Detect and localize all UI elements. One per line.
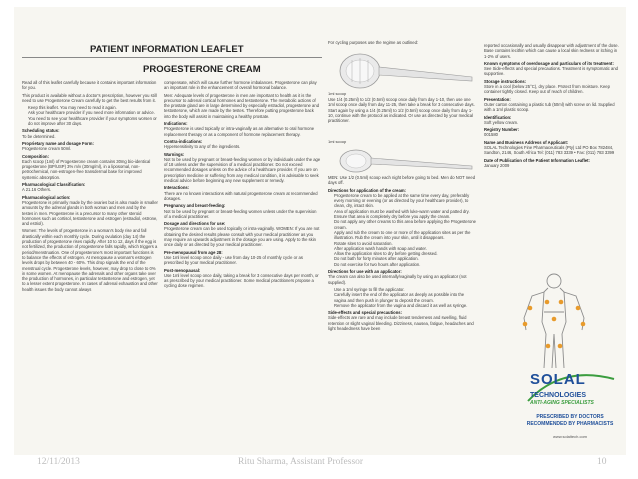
paragraph: Soft yellow cream. [484, 119, 519, 125]
footer-page-number: 10 [597, 457, 607, 467]
bullet-item: • Area of application must be washed with luke-warm water and patted dry. Ensure that area is completely dry before you apply the cream. [334, 209, 476, 220]
section-heading: Known symptoms of overdosage and particulars of its treatment: [484, 60, 614, 66]
paragraph: Progesterone cream 50ml. [22, 146, 72, 152]
bullet-item: • Allow the application sites to dry before getting dressed. [334, 251, 476, 256]
bullet-item: • Apply and rub the cream to one or more of the application sites as per the illustration. Rub the cream into your skin, until it disappears. [334, 230, 476, 241]
bullet-item: • Do not bath for forty minutes after application. [334, 256, 476, 261]
section-heading: Presentation: [484, 96, 511, 102]
leaflet-title: PATIENT INFORMATION LEAFLET [90, 44, 244, 55]
paragraph: Hypersensitivity to any of the ingredients. [164, 144, 241, 150]
scoop-label-2: 1ml scoop [328, 139, 347, 144]
column-3-cycle-text [328, 97, 476, 125]
bullet-list [328, 287, 476, 308]
paragraph: Side-effects are rare and may include breast tenderness and swelling, fluid retention or slight vaginal bleeding. Dizziness, nausea, fatigue, headaches and light headedness have been [328, 315, 474, 332]
bullet-item: • Progesterone cream to be applied at the same time every day, preferably every morning or evening (or as directed by your healthcare provider), to clean, dry, intact skin. [334, 193, 476, 209]
paragraph: Progesterone is used topically or intra-vaginally as an alternative to oral hormone replacement therapy or as a component of hormone replacement therapy. [164, 126, 315, 137]
paragraph: 001580 [484, 132, 498, 138]
bullet-item: • Use a 1ml syringe to fill the applicator. [334, 287, 476, 292]
leaflet-image [14, 7, 626, 455]
section-heading: Pharmacological Classification: [22, 182, 86, 188]
section-heading: Warnings: [164, 151, 185, 157]
paragraph: Store in a cool (below 25°C), dry place. Protect from moisture. Keep container tightly closed. Keep out of reach of children. [484, 84, 610, 95]
paragraph: Men: Adequate levels of progesterone in men are important to health as it is the precursor to adrenal cortical hormones and testosterone. The metabolic actions of the prostate gland are in large determined by especially estradiol, progesterone and testosterone, which are made by the testes. Therefore putting progesterone back into the body will assist in maintaining a healthy prostate. [164, 92, 320, 119]
section-heading: Dosage and directions for use: [164, 221, 226, 227]
bullet-item: • Keep this leaflet. You may need to read it again. [28, 105, 158, 110]
paragraph: Read all of this leaflet carefully because it contains important information for you. [22, 80, 157, 91]
section-heading: Pharmacological action: [22, 194, 71, 200]
scoop-illustration-large [338, 51, 474, 91]
column-4-text [484, 43, 620, 170]
section-heading: Registry Number: [484, 127, 520, 133]
section-heading: Directions for application of the cream: [328, 187, 406, 193]
bullet-item: • Ask your healthcare provider if you need more information or advice. [28, 110, 158, 115]
paragraph: reported occasionally and usually disappear with adjustment of the dose. Base contains lecithin which can cause a local skin redness or itching in 1-2% of users. [484, 43, 619, 59]
bullet-list [22, 105, 158, 126]
section-heading: Pregnancy and breast-feeding: [164, 203, 226, 209]
bullet-list [328, 193, 476, 267]
paragraph: Not to be used by pregnant or breast-feeding women unless under the supervision of a medical practitioner. [164, 208, 317, 219]
paragraph: Women: The levels of progesterone in a woman's body rise and fall drastically within each monthly cycle. During ovulation (day 14) the production of progesterone rises rapidly. After 10 to 12, days if the egg is not fertilized, the production of progesterone falls rapidly, which triggers a period/menstruation. One of progesterone's most important functions is to balance the effects of estrogen. At menopause a woman's estrogen levels drops by between 40 - 60%. This drop signals the end of the menstrual cycle. Progesterone levels, however, may drop to close to 0% in some women. At menopause the adrenals and other organs take over the production of hormones, in particular testosterone and estrogen, yet to a lesser extent progesterone. In cases of adrenal exhaustion and other health issues the body cannot always [22, 228, 158, 292]
section-heading: Proprietary name and dosage Form: [22, 140, 94, 146]
bullet-item: • Remove the applicator from the vagina and discard it as well as syringe. [334, 303, 476, 308]
paragraph: Outer carton containing a plastic tub (50ml) with screw on lid. Supplied with a 1ml plastic scoop. [484, 101, 615, 113]
section-heading: Side-effects and special precautions: [328, 310, 403, 316]
footer-date: 12/11/2013 [37, 457, 80, 467]
paragraph: Use 1ml level scoop once daily, taking a break for 3 consecutive days per month, or as prescribed by your medical practitioner. Some medical practitioners propose a cycling dose regimen. [164, 272, 319, 289]
paragraph: See Side-effects and special precautions. Treatment is symptomatic and supportive. [484, 66, 618, 77]
bullet-item: • Carefully insert the end of the applicator as deeply as possible into the vagina and then push in plunger to deposit the cream. [334, 292, 476, 303]
column-3 [328, 7, 476, 455]
brand-name: SOLAL [530, 371, 586, 388]
column-3-directions [328, 175, 476, 333]
bullet-item: • Rotate sites to avoid saturation. [334, 241, 476, 246]
application-sites-figure-icon [518, 272, 590, 370]
paragraph: MEN: Use 1/2 (0.5ml) scoop each night before going to bed. Men do NOT need days off. [328, 175, 476, 186]
brand-sub1: TECHNOLOGIES [530, 392, 587, 399]
paragraph: January 2009 [484, 162, 510, 168]
section-heading: Identification: [484, 114, 512, 120]
section-heading: Storage instructions: [484, 78, 527, 84]
section-heading: Indications: [164, 121, 188, 127]
bullet-item: • Do not exercise for two hours after application. [334, 262, 476, 267]
paragraph: There are no known interactions with natural progesterone cream at recommended dosages. [164, 190, 318, 201]
brand-url: www.solaltech.com [552, 434, 587, 439]
section-heading: Contra-indications: [164, 138, 203, 144]
product-title: PROGESTERONE CREAM [143, 64, 261, 75]
bullet-item: • After application wash hands with soap and water. [334, 246, 476, 251]
section-heading: Composition: [22, 153, 49, 159]
paragraph: Not to be used by pregnant or breast-feeding women or by individuals under the age of 18 unless under the supervision of a medical practitioner. Do not exceed recommended dosages unless on the advice of a healthcare provider. If you are on prescription medicine or suffering from any medical condition, it is advisable to seek medical advice before beginning any new supplement or remedy. [164, 156, 321, 184]
column-1 [22, 7, 158, 455]
column-4 [484, 7, 620, 455]
column-2 [164, 7, 321, 455]
paragraph: Each scoop (1ml) of Progesterone cream contains 30mg bio-identical progesterone (BP/USP) 3% m/v (30mg/ml), in a liposomal, non-petrochemical, non-estrogen-free transdermal base for improved systemic absorption. [22, 158, 151, 180]
paragraph: SOLAL Technologies Fine Pharmaceuticals (Pty) Ltd PO Box 782484, Sandton, 2146, South Africa Tel: (011) 783 3339 • Fax: (011) 783 3399 [484, 145, 615, 156]
paragraph: This product is available without a doctor's prescription, however you still need to use Progesterone Cream carefully to get the best results from it. [22, 92, 157, 103]
brand-sub2: ANTI-AGING SPECIALISTS [530, 400, 594, 406]
paragraph: Progesterone cream can be used topically or intra-vaginally. WOMEN: If you are not obtaining the desired results please consult with your medical practitioner as you may require an upwards adjustment in the dosage you are using. Apply to the skin once daily or as directed by your medical practitioner. [164, 226, 320, 248]
section-heading: Date of Publication of the Patient Information Leaflet: [484, 157, 590, 163]
paragraph: Progesterone is primarily made by the ovaries but is also made in smaller amounts by the adrenal glands in both woman and men and by the testes in men. Progesterone is a precursor to many other steroid hormones such as cortisol, testosterone and estrogen (estradiol, estrone, and estriol). [22, 199, 158, 227]
paragraph: The cream can also be used internally/vaginally by using an applicator (not supplied). [328, 274, 467, 285]
section-heading: Interactions: [164, 185, 190, 191]
section-heading: Name and Business Address of Applicant: [484, 139, 569, 145]
brand-rx-line-2: RECOMMENDED BY PHARMACISTS [526, 421, 614, 427]
section-heading: Scheduling status: [22, 128, 60, 134]
bullet-item: • You need to see your healthcare provider if your symptoms worsen or do not improve after 30 days. [28, 116, 158, 127]
bullet-item: • Do not apply any other creams to this area before applying the Progesterone cream. [334, 219, 476, 230]
brand-rx-line-1: PRESCRIBED BY DOCTORS [536, 414, 604, 420]
scoop-illustration-small [338, 147, 474, 175]
paragraph: To be determined. [22, 133, 56, 139]
footer-author: Ritu Sharma, Assistant Professor [238, 457, 364, 467]
scoop-label-1: 1ml scoop [328, 91, 347, 96]
paragraph: A 21.16 Others. [22, 187, 52, 193]
paragraph: Use 1ml level scoop once daily - use from day 10-25 of monthly cycle or as prescribed by your medical practitioner. [164, 254, 303, 266]
section-heading: Pre-menopausal from age 28: [164, 249, 223, 255]
column-3-intro [328, 40, 476, 47]
paragraph: For cycling purposes use the regime as outlined: [328, 40, 419, 45]
paragraph: Use 1/4 (0.25ml) to 1/2 (0.5ml) scoop once daily from day 1-10, then use one 1ml scoop once daily from day 11-25, then take a break for 3 consecutive days. Start again by using a 1/4 (0.25ml) to 1/2 (0.5ml) scoop once daily from day 1-10, continue with the protocol as indicated. Or use as directed by your medical practitioner. [328, 97, 475, 124]
section-heading: Post-menopausal: [164, 267, 201, 273]
slide-footer [0, 455, 638, 479]
paragraph: compensate, which will cause further hormone imbalances. Progesterone can play an important role in the enhancement of overall hormonal balance. [164, 80, 317, 91]
section-heading: Directions for use with an applicator: [328, 269, 402, 275]
